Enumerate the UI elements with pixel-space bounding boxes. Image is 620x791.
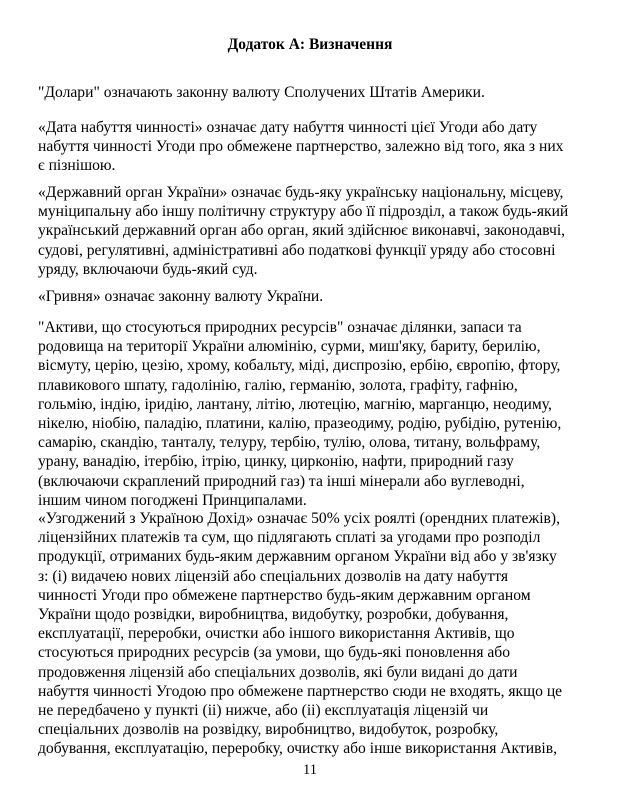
text-line: самарію, скандію, танталу, телуру, тербію, тулію, олова, титану, вольфраму, [38, 434, 541, 452]
text-line: плавикового шпату, гадолінію, галію, германію, золота, графіту, гафнію, [38, 376, 518, 394]
text-line: набуття чинності Угоди про обмежене партнерство, залежно від того, яка з них [38, 138, 564, 156]
text-line: уряду, включаючи будь-який суд. [38, 260, 258, 278]
text-line: не передбачено у пункті (іі) нижче, або (іі) експлуатація ліцензій чи [38, 702, 489, 720]
text-line: "Активи, що стосуються природних ресурсів" означає ділянки, запаси та [38, 319, 522, 336]
definition-government-body [38, 183, 598, 279]
text-line: «Гривня» означає законну валюту України. [38, 288, 324, 305]
text-line: продукції, отриманих будь-яким державним органом України від або у зв'язку [38, 548, 557, 566]
definition-dollars [38, 83, 598, 102]
definition-hryvnia [38, 287, 598, 306]
text-line: набуття чинності Угодою про обмежене партнерство сюди не входять, якщо це [38, 682, 563, 700]
text-line: ліцензійних платежів та сум, що підлягають сплаті за угодами про розподіл [38, 529, 541, 547]
text-line: "Долари" означають законну валюту Сполучених Штатів Америки. [38, 84, 485, 101]
text-line: є пізнішою. [38, 157, 116, 175]
text-line: України щодо розвідки, виробництва, видобутку, розробки, добування, [38, 606, 509, 624]
text-line: спеціальних дозволів на розвідку, виробництво, видобуток, розробку, [38, 721, 499, 739]
page-number: 11 [303, 762, 317, 778]
text-line: «Державний орган України» означає будь-яку українську національну, місцеву, [38, 184, 564, 201]
text-line: (включаючи скраплений природний газ) та інші мінерали або вуглеводні, [38, 472, 525, 490]
text-line: родовища на території України алюмінію, сурми, миш'яку, бариту, берилію, [38, 338, 541, 356]
definition-natural-resource-assets [38, 318, 598, 510]
text-line: «Дата набуття чинності» означає дату набуття чинності цієї Угоди або дату [38, 119, 538, 136]
text-line: український державний орган або орган, який здійснює виконавчі, законодавчі, [38, 222, 566, 240]
text-line: муніципальну або іншу політичну структуру або її підрозділ, а також будь-який [38, 203, 569, 221]
text-line: експлуатації, переробки, очистки або іншого використання Активів, що [38, 625, 515, 643]
page-title: Додаток А: Визначення [227, 36, 393, 53]
definition-effective-date [38, 118, 598, 176]
text-line: «Узгоджений з Україною Дохід» означає 50% усіх роялті (орендних платежів), [38, 510, 560, 527]
text-line: судові, регулятивні, адміністративні або податкові функції уряду або стосовні [38, 241, 556, 259]
text-line: чинності Угоди про обмежене партнерство будь-яким державним органом [38, 586, 531, 604]
text-line: добування, експлуатацію, переробку, очистку або інше використання Активів, [38, 740, 558, 758]
text-line: іншим чином погоджені Принципалами. [38, 491, 307, 509]
text-line: урану, ванадію, ітербію, ітрію, цинку, цирконію, нафти, природний газу [38, 453, 514, 471]
text-line: гольмію, індію, іридію, лантану, літію, лютецію, магнію, марганцю, неодиму, [38, 395, 552, 413]
definition-agreed-revenue [38, 509, 598, 759]
text-line: стосуються природних ресурсів (за умови, що будь-які поновлення або [38, 644, 511, 662]
text-line: вісмуту, церію, цезію, хрому, кобальту, міді, диспрозію, ербію, європію, фтору, [38, 357, 561, 375]
text-line: з: (і) видачею нових ліцензій або спеціальних дозволів на дату набуття [38, 567, 509, 585]
text-line: нікелю, ніобію, паладію, платини, калію, празеодиму, родію, рубідію, рутенію, [38, 415, 562, 433]
text-line: продовження ліцензій або спеціальних дозволів, які були видані до дати [38, 663, 518, 681]
